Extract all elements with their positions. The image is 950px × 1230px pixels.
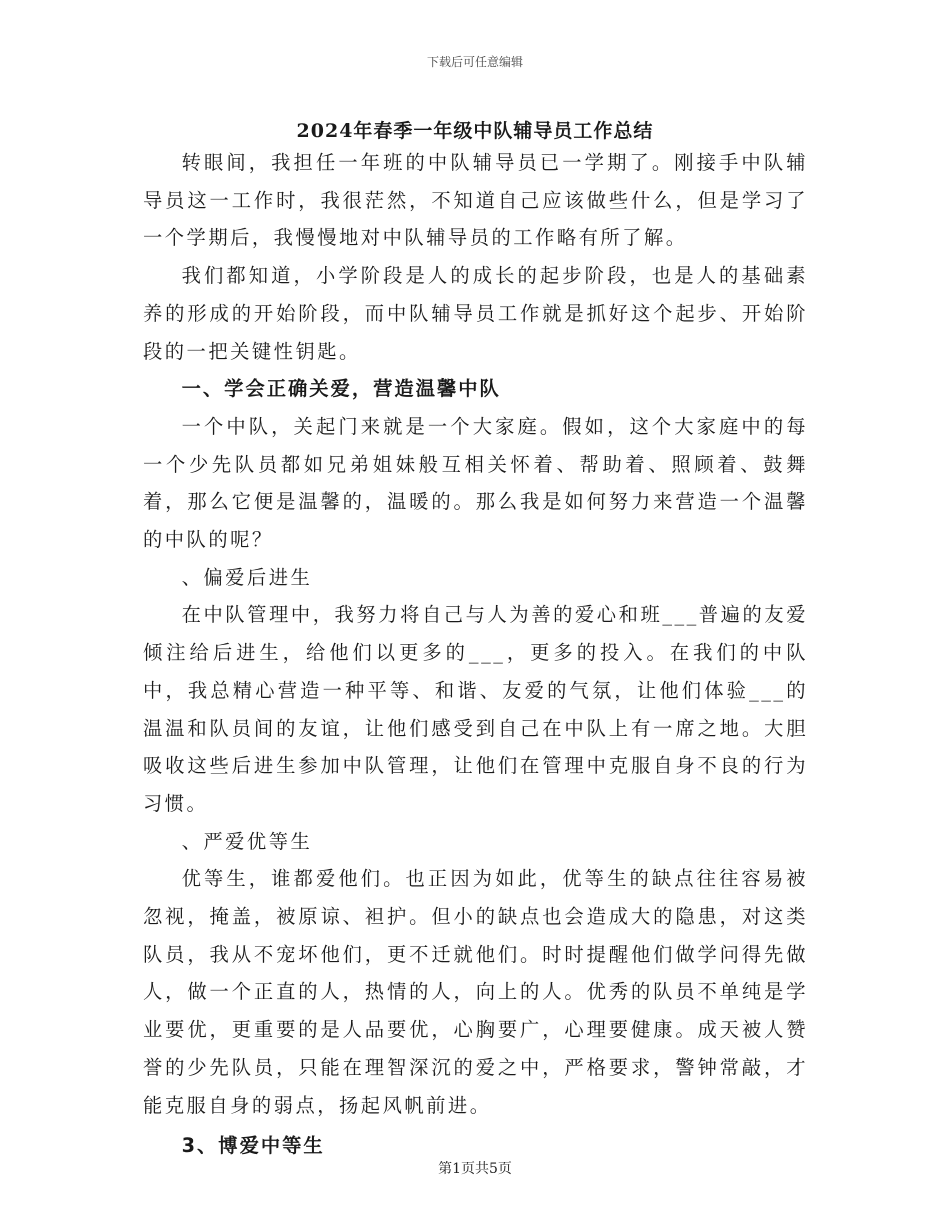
header-note: 下载后可任意编辑 bbox=[426, 55, 523, 69]
top-students-paragraph: 优等生，谁都爱他们。也正因为如此，优等生的缺点往往容易被忽视，掩盖，被原谅、袒护。但小的缺点也会造成大的隐患，对这类队员，我从不宠坏他们，更不迁就他们。时时提醒他们做学问得先做人，做一个正直的人，热情的人，向上的人。优秀的队员不单纯是学业要优，更重要的是人品要优，心胸要广，心理要健康。成天被人赞誉的少先队员，只能在理智深沉的爱之中，严格要求，警钟常敲，才能克服自身的弱点，扬起风帆前进。 bbox=[143, 867, 808, 1117]
page-footer: 第1页共5页 bbox=[438, 1161, 512, 1177]
subheading-underachievers: 、偏爱后进生 bbox=[181, 565, 313, 589]
intro-paragraph-2: 我们都知道，小学阶段是人的成长的起步阶段，也是人的基础素养的形成的开始阶段，而中队辅导员工作就是抓好这个起步、开始阶段的一把关键性钥匙。 bbox=[143, 264, 808, 363]
intro-paragraph-1: 转眼间，我担任一年班的中队辅导员已一学期了。刚接手中队辅导员这一工作时，我很茫然，不知道自己应该做些什么，但是学习了一个学期后，我慢慢地对中队辅导员的工作略有所了解。 bbox=[143, 151, 808, 250]
subheading-top-students: 、严爱优等生 bbox=[181, 829, 313, 853]
document-title: 2024年春季一年级中队辅导员工作总结 bbox=[296, 120, 654, 142]
section-intro-paragraph: 一个中队，关起门来就是一个大家庭。假如，这个大家庭中的每一个少先队员都如兄弟姐妹般互相关怀着、帮助着、照顾着、鼓舞着，那么它便是温馨的，温暖的。那么我是如何努力来营造一个温馨的中队的呢？ bbox=[143, 414, 808, 552]
section-heading-1: 一、学会正确关爱，营造温馨中队 bbox=[181, 377, 501, 401]
document-body bbox=[143, 144, 808, 1165]
subheading-middle-students: 3、博爱中等生 bbox=[181, 1134, 325, 1158]
underachievers-paragraph: 在中队管理中，我努力将自己与人为善的爱心和班___普遍的友爱倾注给后进生，给他们以更多的___，更多的投入。在我们的中队中，我总精心营造一种平等、和谐、友爱的气氛，让他们体验___的温温和队员间的友谊，让他们感受到自己在中队上有一席之地。大胆吸收这些后进生参加中队管理，让他们在管理中克服自身不良的行为习惯。 bbox=[143, 603, 808, 815]
